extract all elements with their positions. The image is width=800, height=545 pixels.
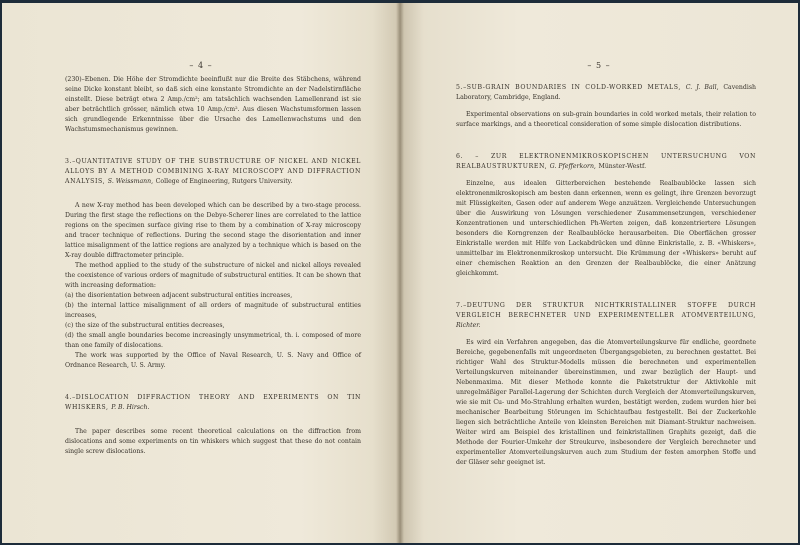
section-5-heading — [456, 83, 756, 103]
section-4-author: P. B. Hirsch. — [111, 404, 150, 411]
right-page — [400, 3, 798, 543]
right-page-content — [456, 83, 756, 468]
section-5-paragraph-1: Experimental observations on sub-grain boundaries in cold worked metals, their relation to surface markings, and a theoretical consideration of some simple dislocation distributions. — [456, 111, 756, 128]
book-gutter — [396, 3, 404, 543]
section-4-heading — [65, 393, 361, 413]
section-3-affiliation: College of Engineering, Rutgers University. — [155, 178, 293, 185]
section-3-author: S. Weissmann, — [107, 178, 154, 185]
page-number-5: – 5 – — [587, 61, 611, 70]
section-6-heading — [456, 152, 756, 172]
book-spread — [2, 3, 798, 543]
intro-paragraph: (230)–Ebenen. Die Höhe der Stromdichte beeinflußt nur die Breite des Stäbchens, während seine Dicke konstant bleibt, so daß sich eine konstante Stromdichte an der Nadelstirnfläche einstellt. Diese beträgt etwa 2 Amp./cm²; am tatsächlich wachsenden Lamellenrand ist sie aber beträchtlich grösser, nämlich etwa 10 Amp./cm². Aus diesen Wachstumsformen lassen sich grundlegende Erkenntnisse über die Ursache des Lamellenwachstums und den Wachstumsmechanismus gewinnen. — [65, 76, 361, 133]
section-3-item-c: (c) the size of the substructural entities decreases, — [65, 322, 225, 329]
section-7-author: Richter. — [456, 322, 481, 329]
left-page — [2, 3, 400, 543]
section-3-paragraph-1: A new X-ray method has been developed which can be described by a two-stage process. During the first stage the reflections on the Debye-Scherer lines are correlated to the lattice regions on the specimen surface giving rise to them by a combination of X-ray microscopy and tracer technique of reflections. During the second stage the disorientation and inner lattice misalignment of the lattice regions are analyzed by a technique which is based on the X-ray double diffractometer principle. — [65, 202, 361, 259]
section-3-title: 3.–QUANTITATIVE STUDY OF THE SUBSTRUCTURE OF NICKEL AND NICKEL ALLOYS BY A METHOD COMBINING X-RAY MICROSCOPY AND DIFFRACTION ANALYSIS, — [65, 158, 361, 185]
left-page-content — [65, 75, 361, 457]
section-5-affiliation: Cavendish Laboratory, Cambridge, England. — [456, 84, 756, 101]
section-6-author: G. Pfefferkorn, — [549, 163, 596, 170]
page-number-4: – 4 – — [189, 61, 213, 70]
section-4-title: 4.–DISLOCATION DIFFRACTION THEORY AND EXPERIMENTS ON TIN WHISKERS, — [65, 394, 361, 411]
section-5-title: 5.–SUB-GRAIN BOUNDARIES IN COLD-WORKED METALS, — [456, 84, 681, 91]
section-7-heading — [456, 301, 756, 331]
section-6-affiliation: Münster-Westf. — [598, 163, 647, 170]
section-3-paragraph-2: The method applied to the study of the substructure of nickel and nickel alloys revealed the coexistence of various orders of magnitude of substructural entities. It can be shown that with increasing deformation: — [65, 262, 361, 289]
section-5-author: C. J. Ball, — [685, 84, 719, 91]
section-4-paragraph-1: The paper describes some recent theoretical calculations on the diffraction from dislocations and some experiments on tin whiskers which suggest that these do not contain single screw dislocations. — [65, 428, 361, 455]
section-6-paragraph-1: Einzelne, aus idealen Gitterbereichen bestehende Realbaublöcke lassen sich elektronenmikroskopisch am besten dann erkennen, wenn es gelingt, ihre Grenzen bevorzugt mit Flüssigkeiten, Gasen oder auf anderem Wege anzuätzen. Vergleichende Untersuchungen über die Auswirkung von Lösungen verschiedener Zusammensetzungen, verschiedener Konzentrationen und unterschiedlichen Ph-Werten zeigen, daß konzentriertere Lösungen besonders die Korngrenzen der Realbaublöcke herausarbeiten. Die Oberflächen grosser Einkristalle werden mit Hilfe von Lackabdrücken und dünne Einkristalle, z. B. «Whiskers», unmittelbar im Elektronenmikroskop untersucht. Die Krümmung der «Whiskers» beruht auf einer chemischen Reaktion an den Grenzen der Realbaublöcke, die einer Anätzung gleichkommt. — [456, 180, 756, 277]
section-6-title: 6. – ZUR ELEKTRONENMIKROSKOPISCHEN UNTERSUCHUNG VON REALBAUSTRUKTUREN, — [456, 153, 756, 170]
section-7-title: 7.–DEUTUNG DER STRUKTUR NICHTKRISTALLINER STOFFE DURCH VERGLEICH BERECHNETER UND EXPERIMENTELLER ATOMVERTEILUNG, — [456, 302, 756, 319]
section-3-paragraph-3: The work was supported by the Office of Naval Research, U. S. Navy and Office of Ordnance Research, U. S. Army. — [65, 352, 361, 369]
section-7-paragraph-1: Es wird ein Verfahren angegeben, das die Atomverteilungskurve für endliche, geordnete Bereiche, gegebenenfalls mit ungeordneten Übergangsgebieten, zu berechnen gestattet. Bei richtiger Wahl des Struktur-Modells müssen die berechneten und experimentellen Verteilungskurven miteinander übereinstimmen, und zwar bezüglich der Haupt- und Nebenmaxima. Mit dieser Methode konnte die Paketstruktur der Aktivkohle mit unregelmäßiger Parallel-Lagerung der Schichten durch Vergleich der Atomverteilungskurven, wie sie mit Cu- und Mo-Strahlung erhalten wurden, bestätigt werden, zudem wurden hier bei mechanischer Bearbeitung Störungen im Schichtaufbau festgestellt. Bei der Zuckerkohle liegen sich beträchtliche Anteile von kleinsten Bereichen mit Diamant-Struktur nachweisen. Weiter wird am Beispiel des kristallinen und feinkristallinen Graphits gezeigt, daß die Methode der Fourier-Umkehr der Streukurve, insbesondere der Vergleich berechneter und experimenteller Atomverteilungskurven auch zum Studium der festen amorphen Stoffe und der Gläser sehr geeignet ist. — [456, 339, 756, 466]
section-3-item-d: (d) the small angle boundaries become increasingly unsymmetrical, th. i. composed of more than one family of dislocations. — [65, 332, 361, 349]
section-3-item-a: (a) the disorientation between adjacent substructural entities increases, — [65, 292, 293, 299]
section-3-item-b: (b) the internal lattice misalignment of all orders of magnitude of substructural entities increases, — [65, 302, 361, 319]
section-3-heading — [65, 157, 361, 187]
